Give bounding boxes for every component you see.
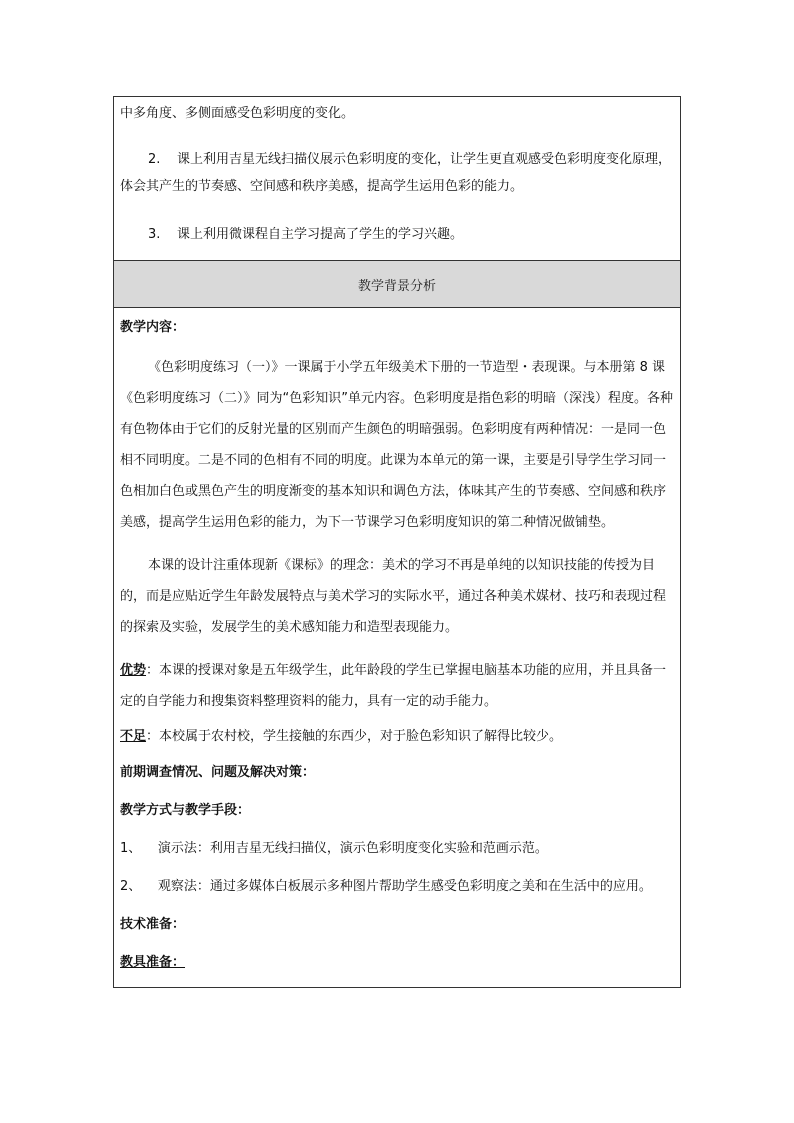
content-paragraph-2: 本课的设计注重体现新《课标》的理念：美术的学习不再是单纯的以知识技能的传授为目的，而是应贴近学生年龄发展特点与美术学习的实际水平，通过各种美术媒材、技巧和表现过程的探索及实验，发展学生的美术感知能力和造型表现能力。 <box>120 558 667 635</box>
method-item-2-number: 2、 <box>120 879 142 894</box>
shortage-paragraph <box>120 727 674 747</box>
advantage-label: 优势 <box>120 663 147 678</box>
tech-label: 技术准备： <box>120 917 186 932</box>
advantage-text: ：本课的授课对象是五年级学生，此年龄段的学生已掌握电脑基本功能的应用，并且具备一定的自学能力和搜集资料整理资料的能力，具有一定的动手能力。 <box>120 663 667 709</box>
method-label: 教学方式与教学手段： <box>120 803 251 818</box>
method-item-1-text: 演示法：利用吉星无线扫描仪，演示色彩明度变化实验和范画示范。 <box>157 841 548 856</box>
shortage-text: ：本校属于农村校，学生接触的东西少，对于脸色彩知识了解得比较少。 <box>146 729 563 744</box>
objective-item-3-number: 3. <box>148 227 161 242</box>
survey-label: 前期调查情况、问题及解决对策： <box>120 765 316 780</box>
method-item-2-text: 观察法：通过多媒体白板展示多种图片帮助学生感受色彩明度之美和在生活中的应用。 <box>157 879 652 894</box>
objective-item-3 <box>120 221 674 260</box>
document-table <box>113 96 681 988</box>
content-paragraph-1: 《色彩明度练习（一）》一课属于小学五年级美术下册的一节造型・表现课。与本册第 8 课《色彩明度练习（二）》同为“色彩知识”单元内容。色彩明度是指色彩的明暗（深浅）程度。各种有色物体由于它们的反射光量的区别而产生颜色的明暗强弱。色彩明度有两种情况：一是同一色相不同明度。二是不同的色相有不同的明度。此课为本单元的第一课，主要是引导学生学习同一色相加白色或黑色产生的明度渐变的基本知识和调色方法，体味其产生的节奏感、空间感和秩序美感，提高学生运用色彩的能力，为下一节课学习色彩明度知识的第二种情况做铺垫。 <box>120 360 673 530</box>
objective-item-2-number: 2. <box>148 152 161 167</box>
teaching-content-label: 教学内容： <box>120 320 186 335</box>
objectives-cell <box>114 97 680 260</box>
method-item-1-number: 1、 <box>120 841 142 856</box>
section-title: 教学背景分析 <box>357 278 436 294</box>
method-item-2 <box>120 877 674 897</box>
method-item-1 <box>120 839 674 859</box>
section-header-background-analysis <box>114 260 680 308</box>
shortage-label: 不足 <box>120 729 147 744</box>
objective-item-2 <box>120 146 674 200</box>
advantage-paragraph <box>120 655 674 717</box>
objective-item-2-text: 课上利用吉星无线扫描仪展示色彩明度的变化，让学生更直观感受色彩明度变化原理，体会其产生的节奏感、空间感和秩序美感，提高学生运用色彩的能力。 <box>120 152 671 194</box>
background-analysis-cell <box>114 308 680 987</box>
objective-line-1: 中多角度、多侧面感受色彩明度的变化。 <box>120 106 355 121</box>
objective-item-3-text: 课上利用微课程自主学习提高了学生的学习兴趣。 <box>176 227 463 242</box>
tools-label: 教具准备： <box>120 955 186 970</box>
